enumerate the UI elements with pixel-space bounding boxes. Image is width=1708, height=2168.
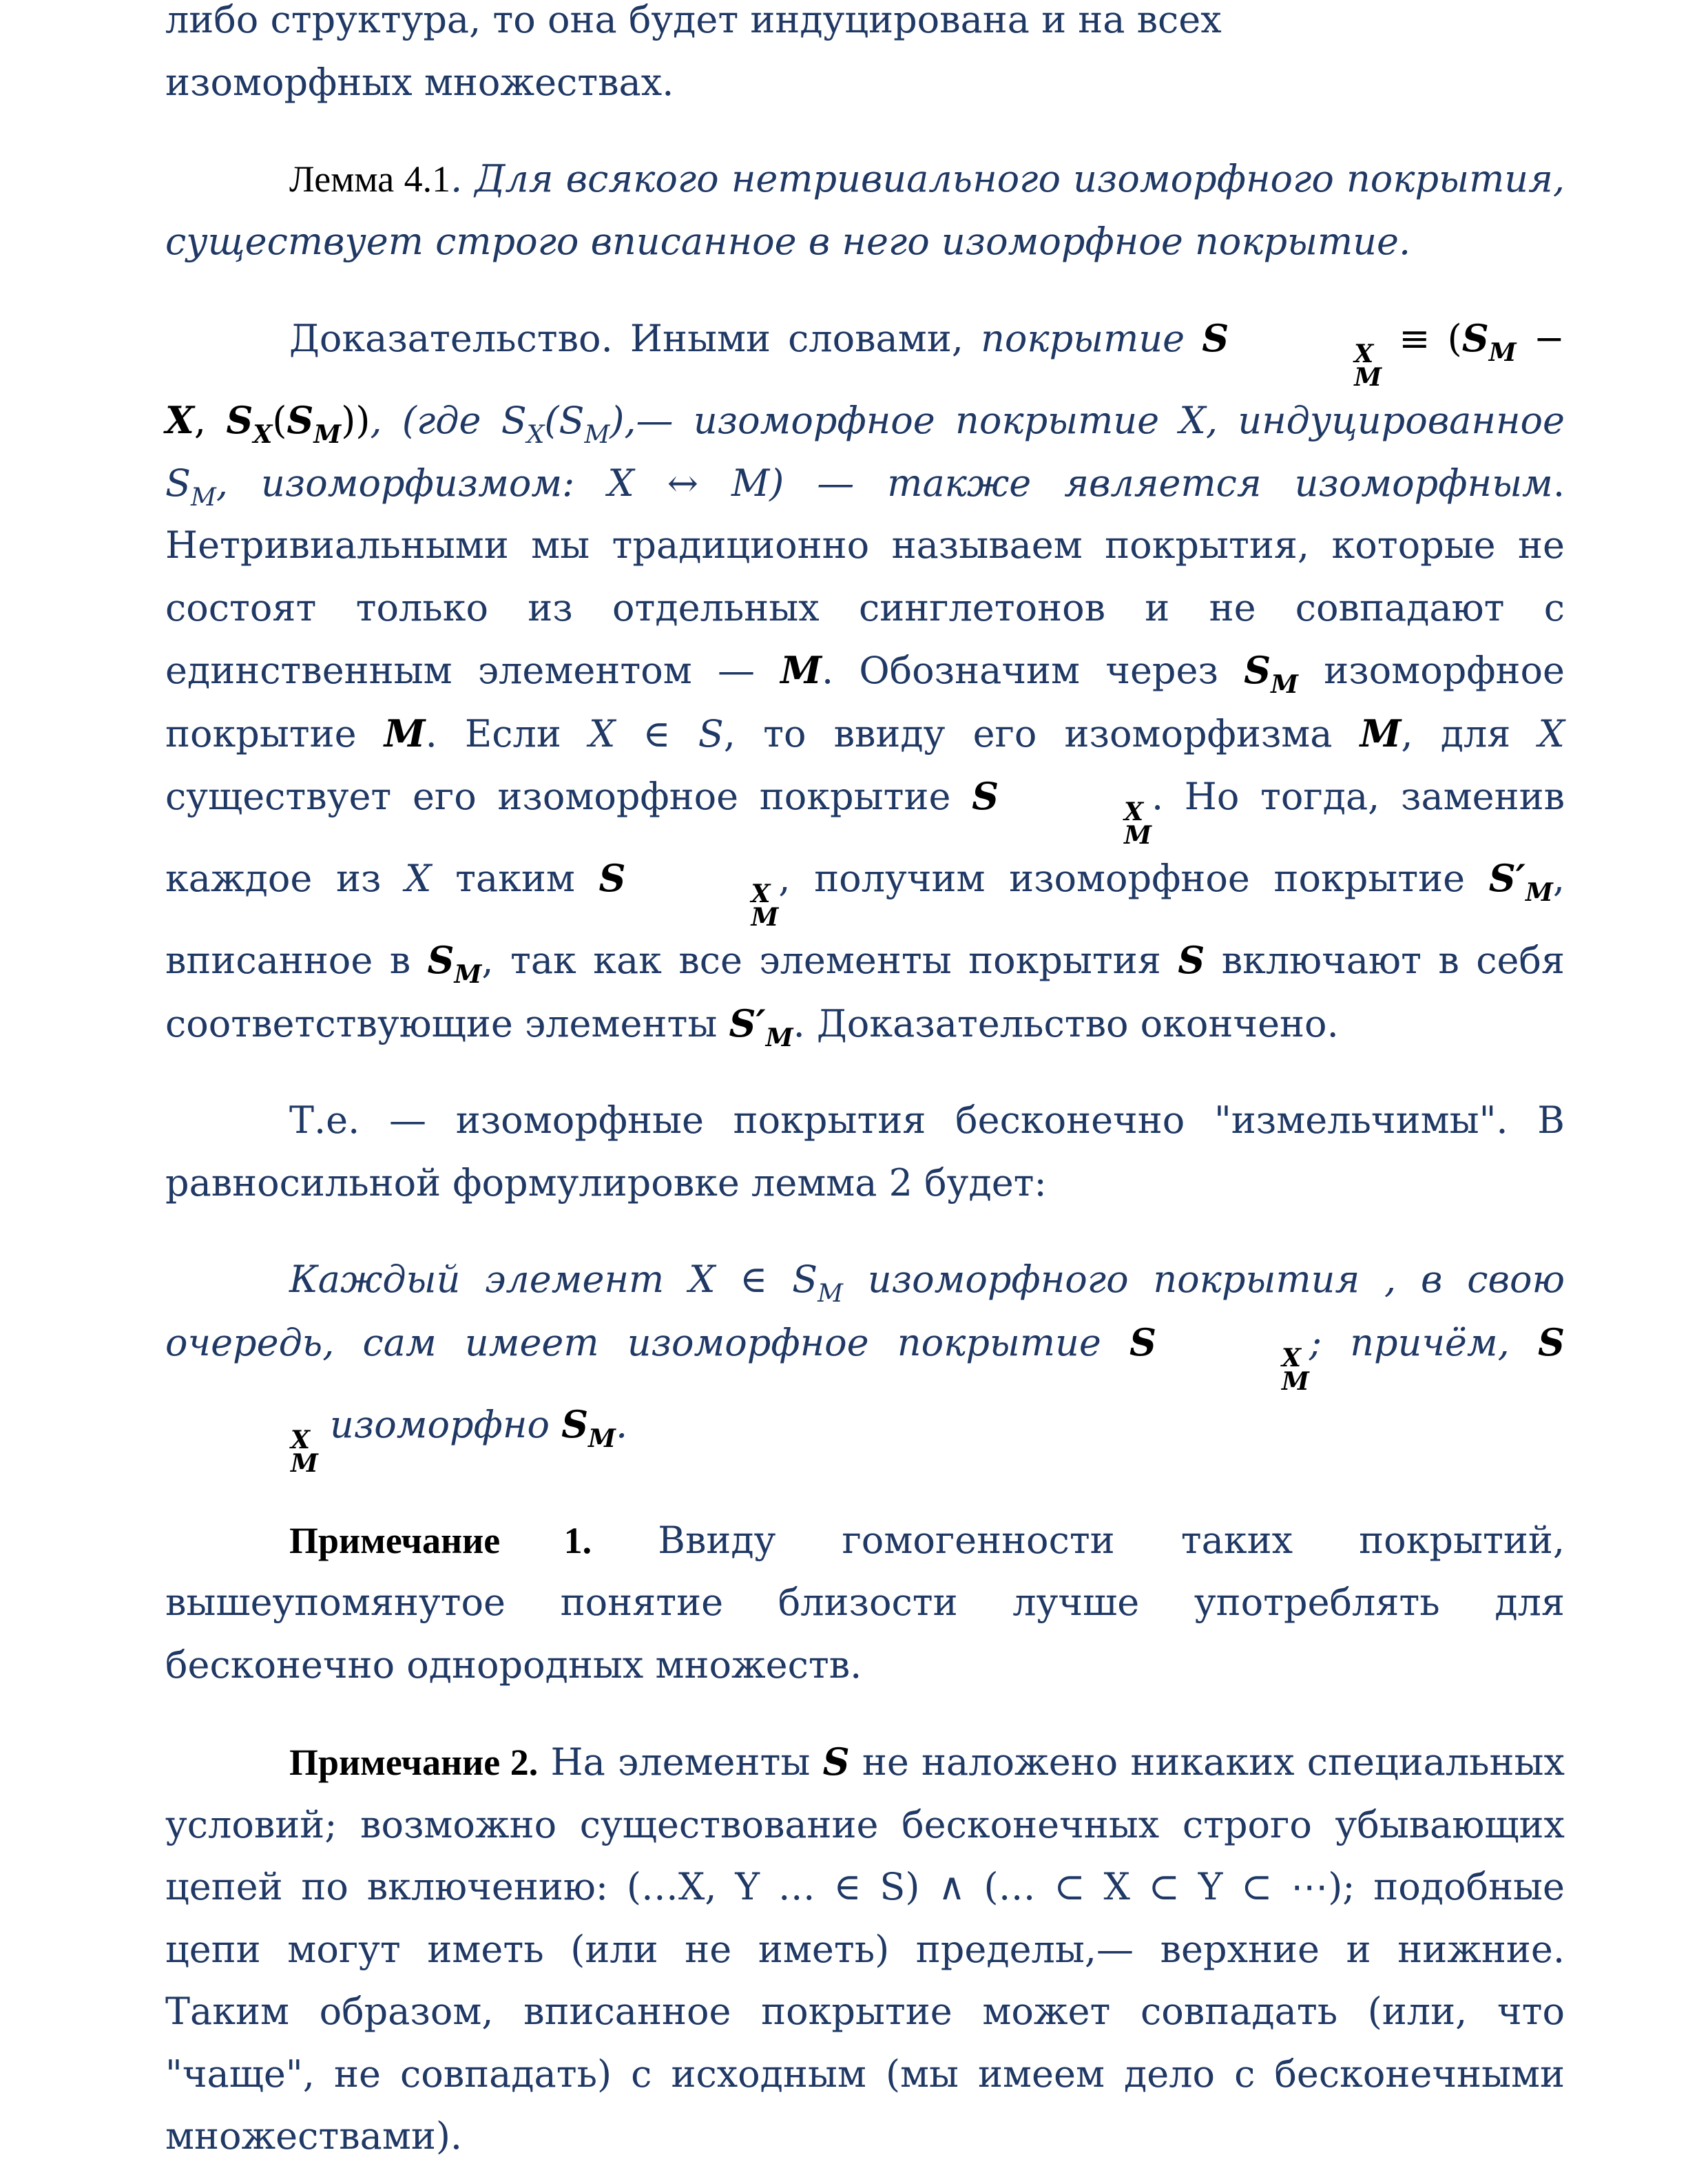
te-text: Т.е. — изоморфные покрытия бесконечно "измельчимы". В равносильной формулировке лемма 2 будет: (165, 1098, 1565, 1205)
intro-line-1: либо структура, то она будет индуцирована и на всех (165, 0, 1222, 41)
te-paragraph (165, 1090, 1565, 1214)
proof-text-1: Иными словами, (612, 317, 981, 360)
proof-paragraph: Доказательство. Иными словами, покрытие S X M ≡ ($S_M - X$, $S_X(S_M)$), (где $S_X(S_M),—$ изоморфное покрытие X, индуцированное $S_M$, изоморфизмом: X ↔ M) — также является изоморфным. Нетривиальными мы традиционно называем покрытия, которые не состоят только из отдельных синглетонов и не совпадают с единственным элементом — M. Обозначим через $S_M$ изоморфное покрытие M. Если X ∈ S, то ввиду его изоморфизма M, для X существует его изоморфное покрытие S X M . Но тогда, заменив каждое из X таким S X M , получим изоморфное покрытие $S'_M$, вписанное в $S_M$, так как все элементы покрытия S включают в себя соответствующие элементы $S'_M$. Доказательство окончено. (165, 316, 1565, 1052)
proof-text-3: ≡ ( (1382, 317, 1462, 360)
note2-label: Примечание 2. (289, 1742, 539, 1783)
lemma-statement: Для всякого нетривиального изоморфного покрытия, существует строго вписанное в него изоморфное покрытие. (165, 157, 1565, 263)
note1-text: Ввиду гомогенности таких покрытий, вышеупомянутое понятие близости лучше употреблять для бесконечно однородных множеств. (165, 1518, 1565, 1687)
document-page (165, 0, 1565, 2168)
proof-label: Доказательство. (289, 317, 613, 360)
note1-label: Примечание 1. (289, 1519, 592, 1561)
intro-line-2: изоморфных множествах. (165, 60, 674, 104)
reformulation-paragraph: Каждый элемент X ∈ $S_M$ изоморфного покрытия , в свою очередь, сам имеет изоморфное покрытие S X M ; причём, S X M изоморфно $S_M$. (165, 1258, 1565, 1478)
symbol-S: S (1202, 316, 1229, 360)
note1-paragraph (165, 1510, 1565, 1697)
note2-paragraph: Примечание 2. На элементы S не наложено никаких специальных условий; возможно существование бесконечных строго убывающих цепей по включению: (…X, Y … ∈ S) ∧ (… ⊂ X ⊂ Y ⊂ ⋯); подобные цепи могут иметь (или не иметь) пределы,— верхние и нижние. Таким образом, вписанное покрытие может совпадать (или, что "чаще", не совпадать) с исходным (мы имеем дело с бесконечными множествами). (165, 1740, 1565, 2158)
proof-text-2: покрытие (981, 317, 1202, 360)
lemma-dot: . (450, 157, 463, 200)
intro-paragraph (165, 0, 1565, 114)
sup-sub-XM: X M (1354, 340, 1382, 392)
lemma-paragraph (165, 148, 1565, 273)
lemma-label: Лемма 4.1 (289, 158, 451, 200)
